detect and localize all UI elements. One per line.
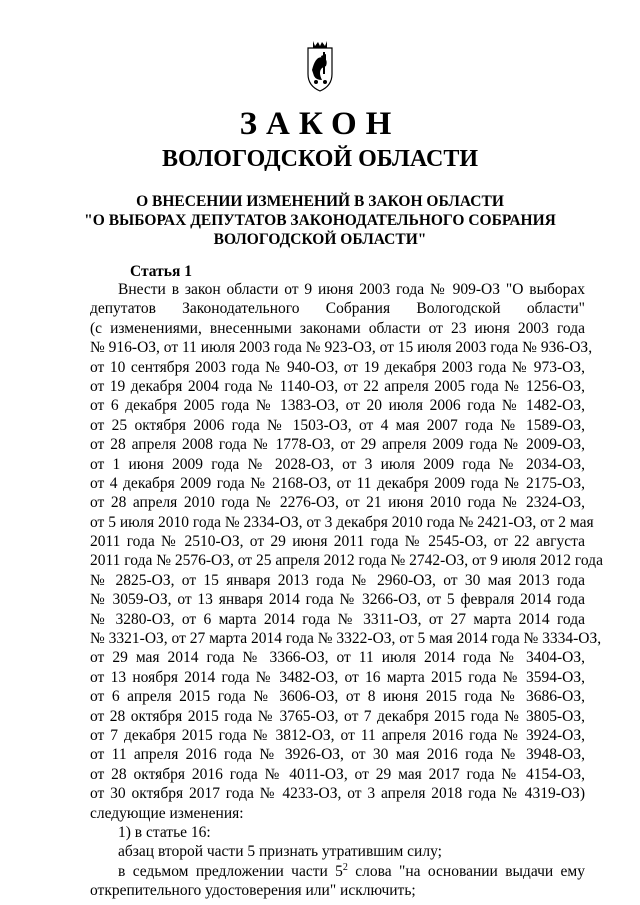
body-line: от 4 декабря 2009 года № 2168-ОЗ, от 11 декабря 2009 года № 2175-ОЗ, xyxy=(90,474,585,492)
body-line: № 916-ОЗ, от 11 июля 2003 года № 923-ОЗ, от 15 июля 2003 года № 936-ОЗ, xyxy=(90,339,593,357)
body-line: от 28 апреля 2008 года № 1778-ОЗ, от 29 апреля 2009 года № 2009-ОЗ, xyxy=(90,436,585,454)
body-line: 2011 года № 2576-ОЗ, от 25 апреля 2012 года № 2742-ОЗ, от 9 июля 2012 года xyxy=(90,552,603,570)
list-item-text: слова "на основании выдачи ему xyxy=(347,862,585,880)
body-line: от 28 апреля 2010 года № 2276-ОЗ, от 21 июня 2010 года № 2324-ОЗ, xyxy=(90,494,585,512)
list-item xyxy=(90,862,585,881)
body-line: от 5 июля 2010 года № 2334-ОЗ, от 3 декабря 2010 года № 2421-ОЗ, от 2 мая xyxy=(90,513,594,531)
body-line: следующие изменения: xyxy=(90,804,244,822)
body-line: от 7 декабря 2015 года № 3812-ОЗ, от 11 апреля 2016 года № 3924-ОЗ, xyxy=(90,726,585,744)
list-item: абзац второй части 5 признать утратившим силу; xyxy=(118,843,442,861)
list-item: открепительного удостоверения или" исключить; xyxy=(90,882,416,900)
article-body xyxy=(90,280,603,901)
body-line: № 2825-ОЗ, от 15 января 2013 года № 2960-ОЗ, от 30 мая 2013 года xyxy=(90,571,585,589)
list-item: 1) в статье 16: xyxy=(118,823,211,841)
body-line: от 11 апреля 2016 года № 3926-ОЗ, от 30 мая 2016 года № 3948-ОЗ, xyxy=(90,746,585,764)
list-item-text: в седьмом предложении части 5 xyxy=(118,862,343,880)
body-line: № 3321-ОЗ, от 27 марта 2014 года № 3322-ОЗ, от 5 мая 2014 года № 3334-ОЗ, xyxy=(90,630,602,648)
subtitle-line: "О ВЫБОРАХ ДЕПУТАТОВ ЗАКОНОДАТЕЛЬНОГО СОБРАНИЯ xyxy=(84,212,556,229)
body-line: № 3280-ОЗ, от 6 марта 2014 года № 3311-ОЗ, от 27 марта 2014 года xyxy=(90,610,585,628)
body-line: от 1 июня 2009 года № 2028-ОЗ, от 3 июля 2009 года № 2034-ОЗ, xyxy=(90,455,585,473)
body-line: от 13 ноября 2014 года № 3482-ОЗ, от 16 марта 2015 года № 3594-ОЗ, xyxy=(90,668,585,686)
body-line: от 6 апреля 2015 года № 3606-ОЗ, от 8 июня 2015 года № 3686-ОЗ, xyxy=(90,688,585,706)
body-line: от 19 декабря 2004 года № 1140-ОЗ, от 22 апреля 2005 года № 1256-ОЗ, xyxy=(90,377,585,395)
vologda-coat-of-arms-icon xyxy=(304,40,336,94)
article-heading: Статья 1 xyxy=(130,263,192,280)
body-line: Внести в закон области от 9 июня 2003 года № 909-ОЗ "О выборах xyxy=(118,281,585,298)
body-line: от 29 мая 2014 года № 3366-ОЗ, от 11 июля 2014 года № 3404-ОЗ, xyxy=(90,649,585,667)
body-line: (с изменениями, внесенными законами области от 23 июня 2003 года xyxy=(90,319,585,337)
body-line: депутатов Законодательного Собрания Вологодской области" xyxy=(90,300,585,318)
body-line: от 25 октября 2006 года № 1503-ОЗ, от 4 мая 2007 года № 1589-ОЗ, xyxy=(90,416,585,434)
body-line: № 3059-ОЗ, от 13 января 2014 года № 3266-ОЗ, от 5 февраля 2014 года xyxy=(90,591,585,609)
law-subtitle xyxy=(80,192,560,249)
body-line: от 30 октября 2017 года № 4233-ОЗ, от 3 апреля 2018 года № 4319-ОЗ) xyxy=(90,785,585,803)
region-title: ВОЛОГОДСКОЙ ОБЛАСТИ xyxy=(161,146,479,172)
body-line: от 10 сентября 2003 года № 940-ОЗ, от 19 декабря 2003 года № 973-ОЗ, xyxy=(90,358,585,376)
subtitle-line: О ВНЕСЕНИИ ИЗМЕНЕНИЙ В ЗАКОН ОБЛАСТИ xyxy=(136,193,504,210)
body-line: от 6 декабря 2005 года № 1383-ОЗ, от 20 июля 2006 года № 1482-ОЗ, xyxy=(90,397,585,415)
superscript: 2 xyxy=(342,861,348,873)
subtitle-line: ВОЛОГОДСКОЙ ОБЛАСТИ" xyxy=(213,231,427,248)
body-line: от 28 октября 2015 года № 3765-ОЗ, от 7 декабря 2015 года № 3805-ОЗ, xyxy=(90,707,585,725)
law-title: ЗАКОН xyxy=(239,106,401,142)
body-line: 2011 года № 2510-ОЗ, от 29 июня 2011 года № 2545-ОЗ, от 22 августа xyxy=(90,533,585,551)
body-line: от 28 октября 2016 года № 4011-ОЗ, от 29 мая 2017 года № 4154-ОЗ, xyxy=(90,765,585,783)
